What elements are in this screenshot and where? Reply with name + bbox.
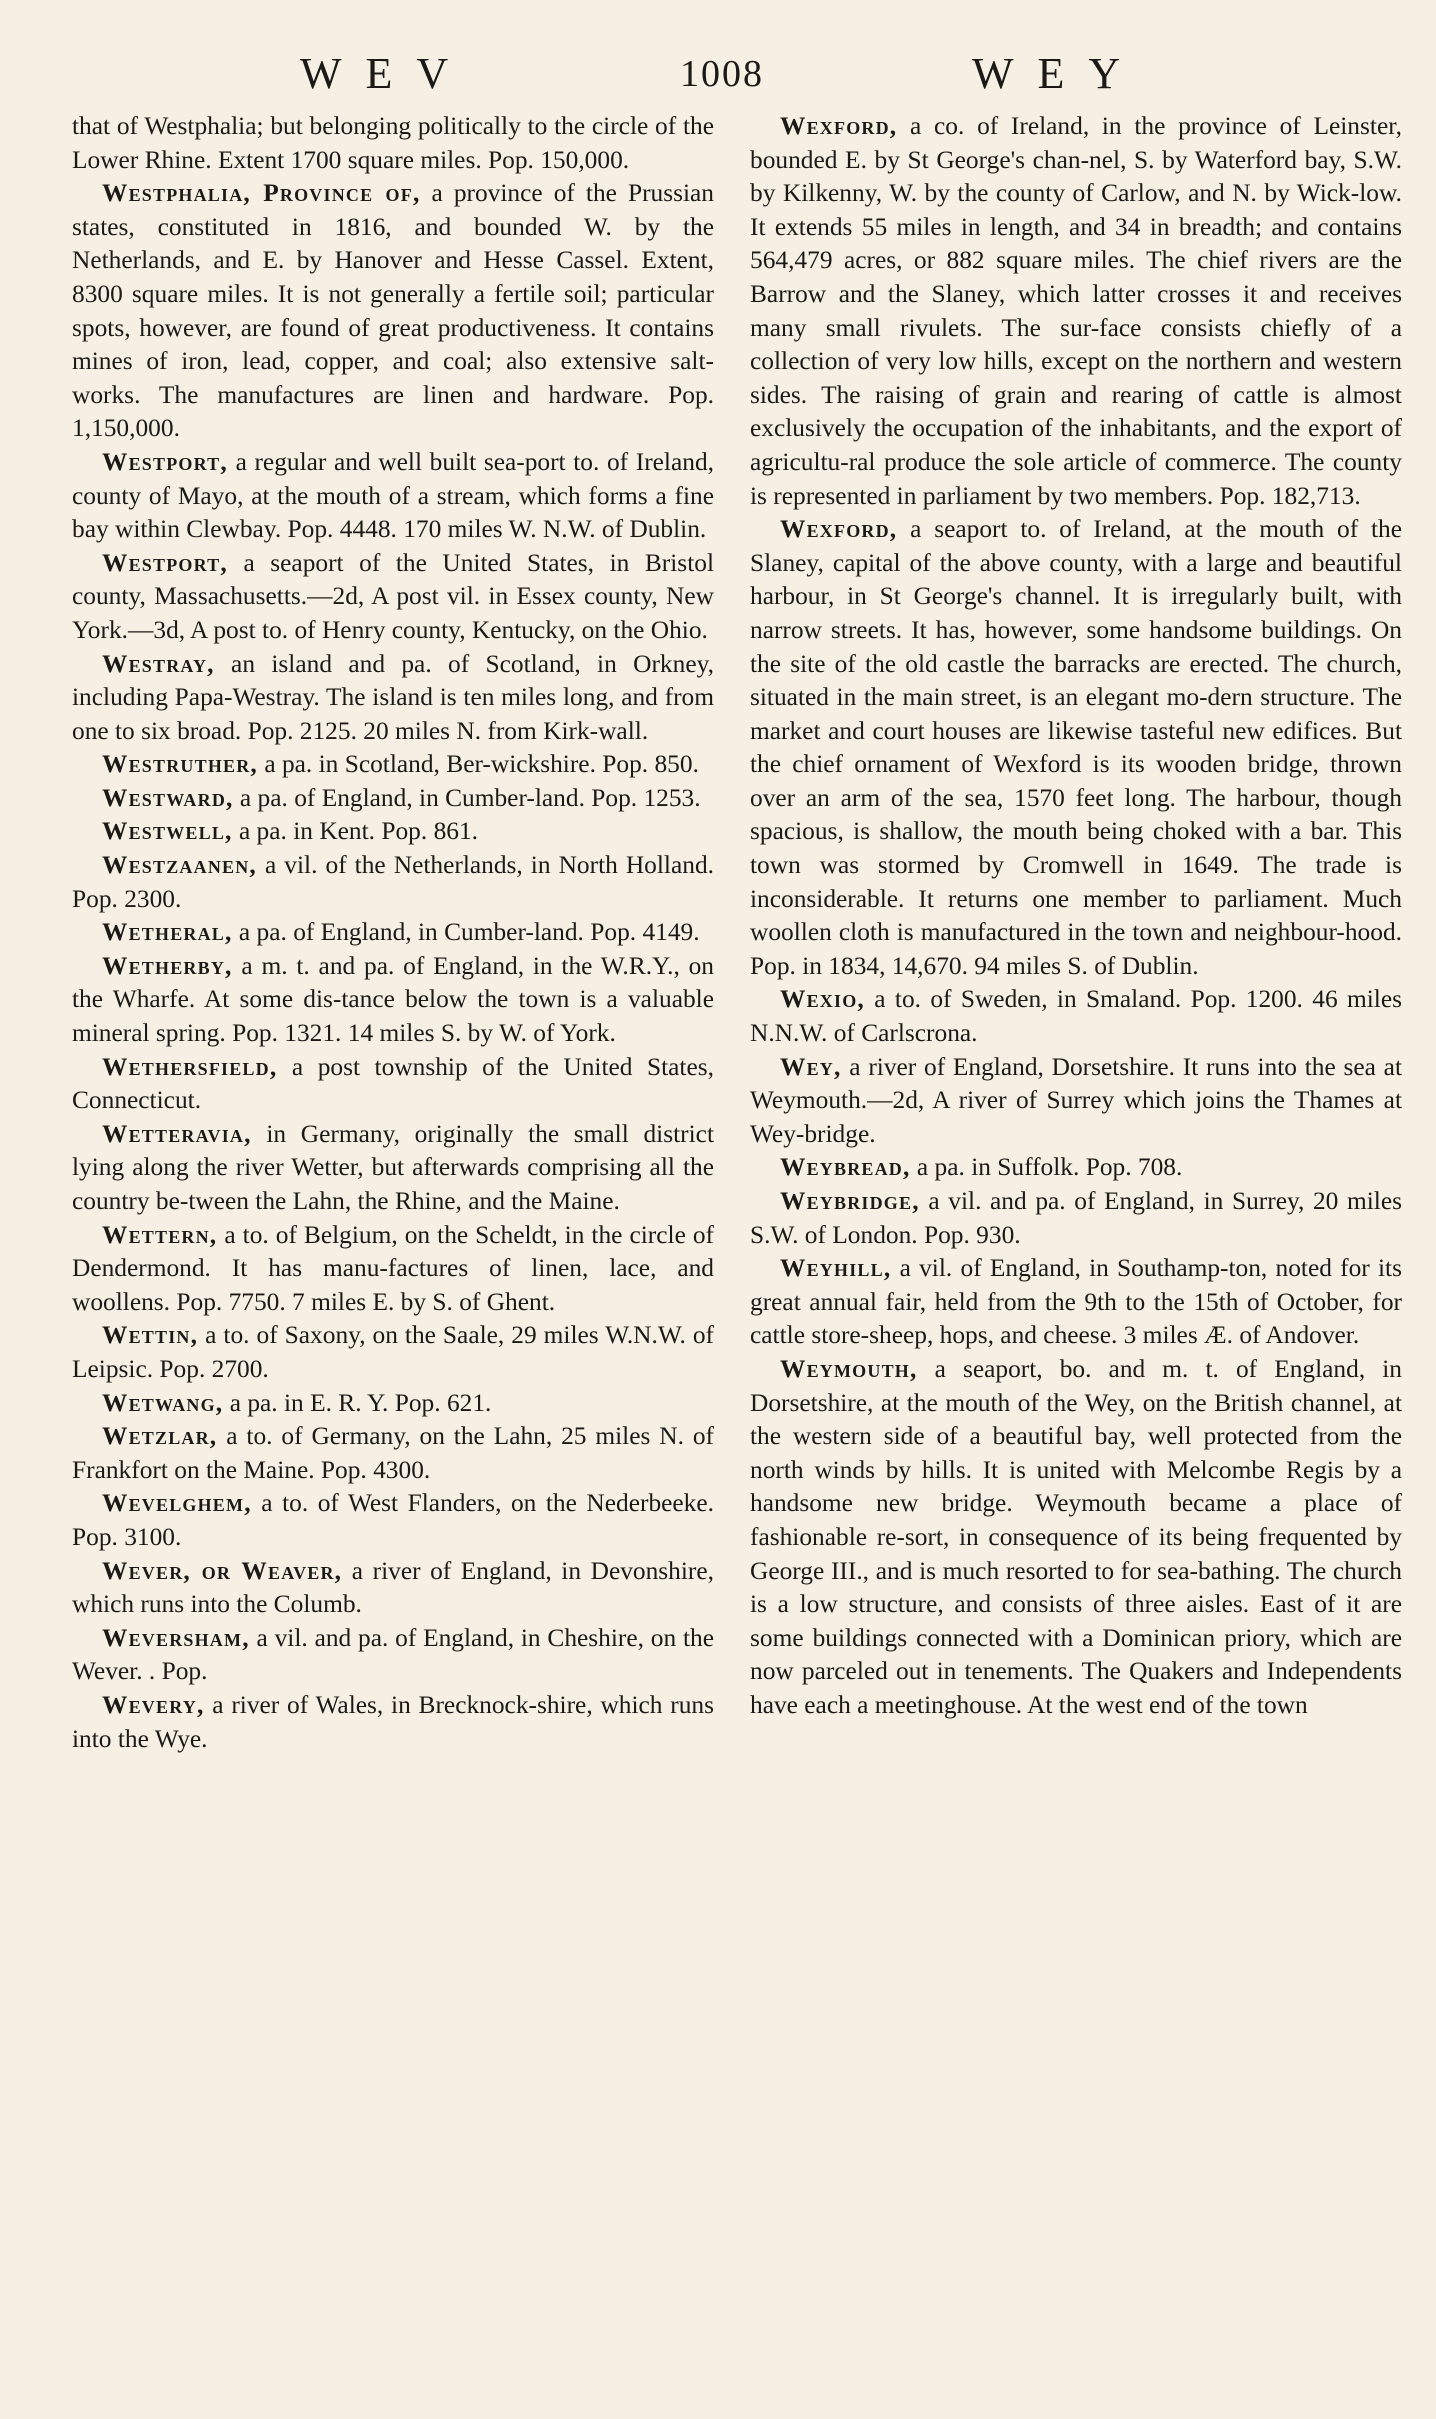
entry-headword: Wettern,	[102, 1220, 218, 1249]
gazetteer-entry	[72, 815, 714, 849]
page-number: 1008	[680, 53, 764, 95]
gazetteer-entry	[72, 1420, 714, 1487]
entry-headword: Westport,	[102, 447, 228, 476]
left-column	[72, 110, 714, 1756]
entry-headword: Wetteravia,	[102, 1119, 252, 1148]
gazetteer-entry	[72, 849, 714, 916]
running-header	[0, 44, 1436, 104]
gazetteer-entry	[750, 1185, 1402, 1252]
entry-headword: Weymouth,	[780, 1354, 918, 1383]
gazetteer-entry	[72, 1051, 714, 1118]
entry-headword: Weybread,	[780, 1153, 911, 1182]
entry-text: that of Westphalia; but belonging politically to the circle of the Lower Rhine. Extent 1700 square miles. Pop. 150,000.	[72, 112, 714, 174]
gazetteer-entry	[750, 983, 1402, 1050]
gazetteer-entry	[750, 1051, 1402, 1152]
entry-headword: Westruther,	[102, 750, 258, 779]
entry-headword: Wettin,	[102, 1321, 199, 1350]
entry-text: in Germany, originally the small district lying along the river Wetter, but afterwards comprising all the country be-tween the Lahn, the Rhine, and the Maine.	[72, 1119, 714, 1215]
entry-text: a river of England, in Devonshire, which runs into the Columb.	[72, 1556, 715, 1619]
entry-text: a co. of Ireland, in the province of Leinster, bounded E. by St George's chan-nel, S. by Waterford bay, S.W. by Kilkenny, W. by the county of Carlow, and N. by Wick-low. It extends 55 miles in length, and 34 in breadth; and contains 564,479 acres, or 882 square miles. The chief rivers are the Barrow and the Slaney, which latter crosses it and receives many small rivulets. The sur-face consists chiefly of a collection of very low hills, except on the northern and western sides. The raising of grain and rearing of cattle is almost exclusively the occupation of the inhabitants, and the export of agricultu-ral produce the sole article of commerce. The county is represented in parliament by two members. Pop. 182,713.	[750, 112, 1402, 510]
gazetteer-entry	[72, 1487, 714, 1554]
entry-text: a vil. of the Netherlands, in North Holland. Pop. 2300.	[72, 851, 714, 913]
entry-text: a to. of Germany, on the Lahn, 25 miles N. of Frankfort on the Maine. Pop. 4300.	[72, 1422, 714, 1484]
entry-text: a to. of Belgium, on the Scheldt, in the circle of Dendermond. It has manu-factures of linen, lace, and woollens. Pop. 7750. 7 miles E. by S. of Ghent.	[72, 1220, 714, 1316]
gazetteer-entry	[72, 1219, 714, 1320]
entry-headword: Wevery,	[102, 1690, 205, 1719]
entry-text: a province of the Prussian states, constituted in 1816, and bounded W. by the Netherlands, and E. by Hanover and Hesse Cassel. Extent, 8300 square miles. It is not generally a fertile soil; particular spots, however, are found of great productiveness. It contains mines of iron, lead, copper, and coal; also extensive salt-works. The manufactures are linen and hardware. Pop. 1,150,000.	[72, 179, 714, 443]
entry-text: a to. of Saxony, on the Saale, 29 miles W.N.W. of Leipsic. Pop. 2700.	[72, 1321, 714, 1383]
header-right-guide-word: WEY	[972, 49, 1145, 98]
entry-headword: Wetheral,	[102, 918, 233, 947]
entry-headword: Wetzlar,	[102, 1422, 218, 1451]
entry-text: a m. t. and pa. of England, in the W.R.Y., on the Wharfe. At some dis-tance below the town is a valuable mineral spring. Pop. 1321. 14 miles S. by W. of York.	[72, 951, 714, 1048]
header-left-guide-word: WEV	[300, 49, 473, 98]
entry-headword: Westport,	[102, 548, 228, 577]
entry-text: a pa. in Suffolk. Pop. 708.	[910, 1153, 1183, 1182]
entry-headword: Wetherby,	[102, 951, 233, 980]
entry-text: a pa. in E. R. Y. Pop. 621.	[223, 1388, 492, 1417]
gazetteer-entry	[72, 1319, 714, 1386]
gazetteer-entry	[72, 1622, 714, 1689]
entry-headword: Wexford,	[780, 515, 898, 544]
gazetteer-entry	[72, 110, 714, 177]
entry-text: a to. of West Flanders, on the Nederbeeke. Pop. 3100.	[72, 1489, 714, 1551]
entry-text: a river of England, Dorsetshire. It runs into the sea at Weymouth.—2d, A river of Surrey which joins the Thames at Wey-bridge.	[750, 1052, 1402, 1148]
entry-headword: Westzaanen,	[102, 851, 257, 880]
entry-text: a seaport, bo. and m. t. of England, in Dorsetshire, at the mouth of the Wey, on the British channel, at the western side of a beautiful bay, well protected from the north winds by hills. It is united with Melcombe Regis by a handsome new bridge. Weymouth became a place of fashionable re-sort, in consequence of its being frequented by George III., and is much resorted to for sea-bathing. The church is a low structure, and consists of three aisles. East of it are some buildings connected with a Dominican priory, which are now parceled out in tenements. The Quakers and Independents have each a meetinghouse. At the west end of the town	[750, 1354, 1402, 1719]
gazetteer-entry	[72, 547, 714, 648]
entry-headword: Wexio,	[780, 985, 865, 1014]
entry-headword: Wexford,	[780, 112, 898, 140]
entry-headword: Westphalia, Province of,	[102, 179, 421, 208]
entry-text: an island and pa. of Scotland, in Orkney, including Papa-Westray. The island is ten miles long, and from one to six broad. Pop. 2125. 20 miles N. from Kirk-wall.	[72, 649, 714, 745]
gazetteer-entry	[750, 513, 1402, 983]
gazetteer-entry	[72, 1387, 714, 1421]
entry-text: a post township of the United States, Connecticut.	[72, 1052, 714, 1115]
entry-text: a pa. of England, in Cumber-land. Pop. 1253.	[233, 783, 701, 812]
right-column	[750, 110, 1402, 1723]
entry-headword: Wevershaм,	[102, 1623, 250, 1652]
entry-text: a seaport to. of Ireland, at the mouth of the Slaney, capital of the above county, with a large and beautiful harbour, in St George's channel. It is irregularly built, with narrow streets. It has, however, some handsome buildings. On the site of the old castle the barracks are erected. The church, situated in the main street, is an elegant mo-dern structure. The market and court houses are likewise tasteful new edifices. But the chief ornament of Wexford is its wooden bridge, thrown over an arm of the sea, 1570 feet long. The harbour, though spacious, is shallow, the mouth being choked with a bar. This town was stormed by Cromwell in 1649. The trade is inconsiderable. It returns one member to parliament. Much woollen cloth is manufactured in the town and neighbour-hood. Pop. in 1834, 14,670. 94 miles S. of Dublin.	[750, 515, 1402, 980]
entry-headword: Wever, or Weaver,	[102, 1556, 343, 1585]
gazetteer-entry	[72, 446, 714, 547]
gazetteer-entry	[750, 1151, 1402, 1185]
entry-text: a vil. and pa. of England, in Surrey, 20 miles S.W. of London. Pop. 930.	[750, 1187, 1402, 1249]
gazetteer-entry	[72, 1118, 714, 1219]
entry-headword: Westray,	[102, 649, 215, 678]
gazetteer-entry	[750, 110, 1402, 513]
entry-text: a pa. in Kent. Pop. 861.	[232, 817, 479, 846]
entry-headword: Westwell,	[102, 817, 233, 846]
entry-headword: Weyhill,	[780, 1254, 892, 1283]
gazetteer-entry	[72, 1689, 714, 1756]
entry-text: a regular and well built sea-port to. of Ireland, county of Mayo, at the mouth of a stream, which forms a fine bay within Clewbay. Pop. 4448. 170 miles W. N.W. of Dublin.	[72, 447, 714, 544]
gazetteer-entry	[72, 748, 714, 782]
entry-headword: Wevelghem,	[102, 1489, 252, 1518]
entry-headword: Westward,	[102, 783, 234, 812]
gazetteer-entry	[72, 782, 714, 816]
entry-headword: Weybridge,	[780, 1187, 920, 1215]
gazetteer-entry	[72, 177, 714, 446]
gazetteer-entry	[750, 1353, 1402, 1723]
gazetteer-entry	[72, 916, 714, 950]
entry-headword: Wethersfield,	[102, 1052, 278, 1081]
entry-text: a vil. of England, in Southamp-ton, noted for its great annual fair, held from the 9th to the 15th of October, for cattle store-sheep, hops, and cheese. 3 miles Æ. of Andover.	[750, 1254, 1402, 1350]
entry-text: a to. of Sweden, in Smaland. Pop. 1200. 46 miles N.N.W. of Carlscrona.	[750, 985, 1402, 1048]
entry-headword: Wey,	[780, 1052, 842, 1081]
entry-text: a vil. and pa. of England, in Cheshire, on the Wever. . Pop.	[72, 1623, 714, 1686]
gazetteer-entry	[72, 1555, 714, 1622]
entry-text: a pa. of England, in Cumber-land. Pop. 4149.	[232, 918, 700, 947]
entry-text: a river of Wales, in Brecknock-shire, which runs into the Wye.	[72, 1690, 714, 1753]
entry-text: a seaport of the United States, in Bristol county, Massachusetts.—2d, A post vil. in Essex county, New York.—3d, A post to. of Henry county, Kentucky, on the Ohio.	[72, 548, 714, 644]
entry-headword: Wetwang,	[102, 1388, 224, 1417]
entry-text: a pa. in Scotland, Ber-wickshire. Pop. 850.	[257, 750, 699, 779]
gazetteer-entry	[72, 950, 714, 1051]
gazetteer-entry	[72, 648, 714, 749]
gazetteer-entry	[750, 1252, 1402, 1353]
